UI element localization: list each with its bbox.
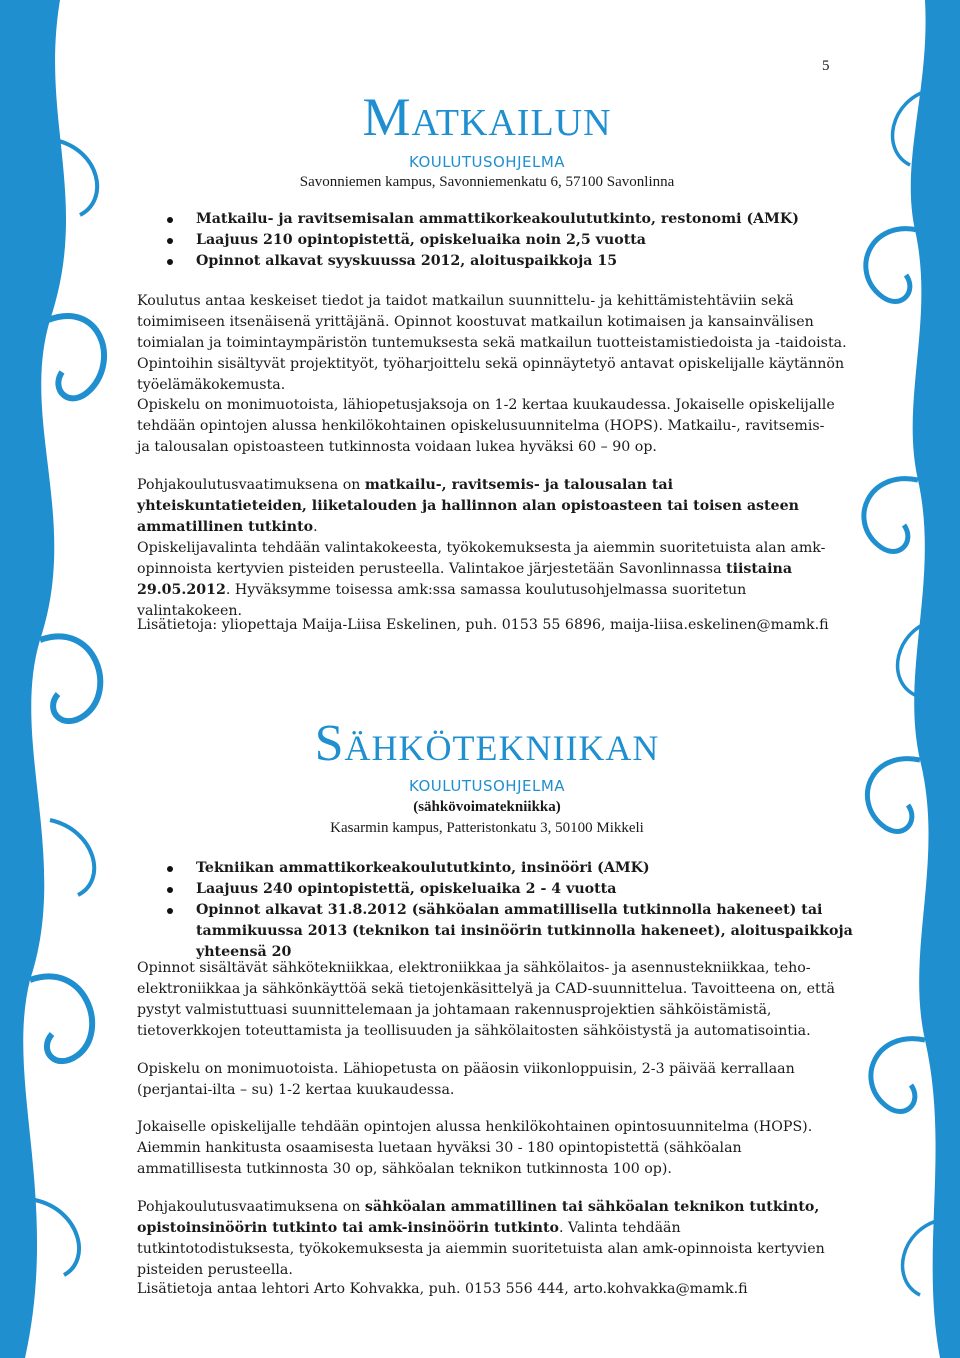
section2-campus: Kasarmin kampus, Patteristonkatu 3, 50100 Mikkeli [330,820,644,836]
section1-paragraph-intro: Koulutus antaa keskeiset tiedot ja taidot matkailun suunnittelu- ja kehittämistehtäviin sekä toimimiseen itsenäisenä yrittäjänä. Opinnot koostuvat matkailun kotimaisen ja kansainvälisen toimialan ja toimintaympäristön tuntemuksesta sekä matkailun tuotteistamistiedoista ja -taidoista. Opintoihin sisältyvät projektityöt, työharjoittelu sekä opinnäytetyö antavat opiskelijalle käytännön työelämäkokemusta. [137,293,847,393]
requirements-suffix: . [313,519,318,535]
section2-paragraph-requirements [137,1197,837,1281]
requirements-bold: sähköalan ammatillinen tai sähköalan teknikon tutkinto, opistoinsinöörin tutkinto tai amk-insinöörin tutkinto [137,1199,820,1236]
requirements-prefix: Pohjakoulutusvaatimuksena on [137,477,365,493]
list-item: Matkailu- ja ravitsemisalan ammattikorkeakoulututkinto, restonomi (AMK) [137,209,857,230]
section1-subtitle: koulutusohjelma [408,148,566,172]
section2-subtitle: koulutusohjelma [408,772,566,796]
section2-facts [137,858,857,963]
section1-facts [137,209,857,272]
section1-paragraph-requirements [137,475,837,538]
section2-contact: Lisätietoja antaa lehtori Arto Kohvakka, puh. 0153 556 444, arto.kohvakka@mamk.fi [137,1281,748,1297]
requirements-prefix: Pohjakoulutusvaatimuksena on [137,1199,365,1215]
selection-suffix: . Hyväksymme toisessa amk:ssa samassa koulutusohjelmassa suoritetun valintakokeen. [137,582,747,619]
requirements-bold: matkailu-, ravitsemis- ja talousalan tai yhteiskuntatieteiden, liiketalouden ja hallinnon alan opistoasteen tai toisen asteen ammatillinen tutkinto [137,477,799,535]
section1-campus: Savonniemen kampus, Savonniemenkatu 6, 57100 Savonlinna [299,174,675,190]
requirements-suffix: . Valinta tehdään tutkintotodistuksesta, työkokemuksesta ja aiemmin suoritetuista alan amk-opinnoista kertyvien pisteiden perusteella. [137,1220,825,1278]
section1-paragraph-selection [137,538,837,622]
list-item: Opinnot alkavat syyskuussa 2012, aloituspaikkoja 15 [137,251,857,272]
selection-prefix: Opiskelijavalinta tehdään valintakokeesta, työkokemuksesta ja aiemmin suoritetuista alan amk-opinnoista kertyvien pisteiden perusteella. Valintakoe järjestetään Savonlinnassa [137,540,826,577]
page-number: 5 [822,58,830,74]
section1-contact: Lisätietoja: yliopettaja Maija-Liisa Eskelinen, puh. 0153 55 6896, maija-liisa.eskelinen@mamk.fi [137,617,829,633]
list-item: Tekniikan ammattikorkeakoulututkinto, insinööri (AMK) [137,858,857,879]
section1-paragraph-study: Opiskelu on monimuotoista, lähiopetusjaksoja on 1-2 kertaa kuukaudessa. Jokaiselle opiskelijalle tehdään opintojen alussa henkilökohtainen opiskelusuunnitelma (HOPS). Matkailu-, ravitsemis- ja talousalan opistoasteen tutkinnosta voidaan lukea hyväksi 60 – 90 op. [137,397,835,455]
list-item: Laajuus 240 opintopistettä, opiskeluaika 2 - 4 vuotta [137,879,857,900]
selection-date: tiistaina 29.05.2012 [137,561,793,598]
list-item: Laajuus 210 opintopistettä, opiskeluaika noin 2,5 vuotta [137,230,857,251]
section2-paragraph-study: Opiskelu on monimuotoista. Lähiopetusta on pääosin viikonloppuisin, 2-3 päivää kerrallaan (perjantai-ilta – su) 1-2 kertaa kuukaudessa. [137,1061,795,1098]
section2-paragraph-contents: Opinnot sisältävät sähkötekniikkaa, elektroniikkaa ja sähkölaitos- ja asennustekniikkaa, teho-elektroniikkaa ja sähkönkäyttöä sekä tietojenkäsittelyä ja CAD-suunnittelua. Tavoitteena on, että pystyt valmistuttuasi suunnittelemaan ja johtamaan rakennusprojektien sähköistämistä, tietoverkkojen toteuttamista ja teollisuuden ja sähkölaitosten sähköistystä ja automatisointia. [137,960,835,1039]
section2-program-note: (sähkövoimatekniikka) [413,799,561,815]
left-swirl-ornament [0,0,150,1358]
right-swirl-ornament [840,0,960,1358]
section2-paragraph-hops: Jokaiselle opiskelijalle tehdään opintojen alussa henkilökohtainen opintosuunnitelma (HOPS). Aiemmin hankitusta osaamisesta luetaan hyväksi 30 - 180 opintopistettä (sähköalan ammatillisesta tutkinnosta 30 op, sähköalan teknikon tutkinnosta 100 op). [137,1119,813,1177]
section1-title: Matkailun [362,87,612,147]
section2-title: Sähkötekniikan [314,715,660,772]
list-item: Opinnot alkavat 31.8.2012 (sähköalan ammatillisella tutkinnolla hakeneet) tai tammikuussa 2013 (teknikon tai insinöörin tutkinnolla hakeneet), aloituspaikkoja yhteensä 20 [137,900,857,963]
